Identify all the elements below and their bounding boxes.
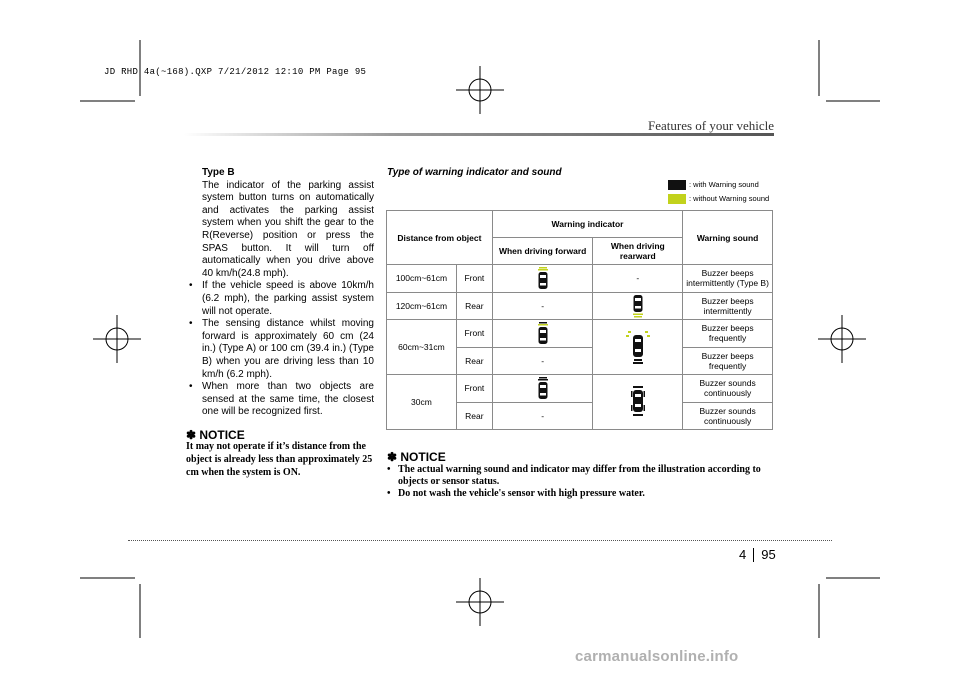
table-title: Type of warning indicator and sound — [387, 167, 562, 178]
notice-title: ✽ NOTICE — [387, 450, 446, 464]
notice-block — [387, 450, 777, 500]
cell-sound: Buzzer beeps intermittently — [683, 292, 773, 320]
cell-rearward — [593, 375, 683, 430]
cell-direction: Rear — [456, 402, 492, 430]
cell-sound: Buzzer sounds continuously — [683, 402, 773, 430]
cell-distance: 100cm~61cm — [387, 265, 457, 293]
table-row — [387, 265, 773, 293]
warning-table — [386, 210, 773, 430]
cell-forward: - — [492, 402, 593, 430]
cell-distance: 60cm~31cm — [387, 320, 457, 375]
cell-sound: Buzzer beeps frequently — [683, 320, 773, 348]
car-front-close-icon — [536, 321, 550, 345]
list-item: • If the vehicle speed is above 10km/h (6.2 mph), the parking assist system will not operate. — [189, 280, 374, 317]
legend-swatch-black — [668, 180, 686, 190]
car-front-green-icon — [536, 266, 550, 290]
car-rear-green-icon — [631, 294, 645, 318]
cell-forward — [492, 320, 593, 348]
header-indicator: Warning indicator — [492, 211, 682, 238]
header-rule — [184, 133, 774, 136]
header-sound: Warning sound — [683, 211, 773, 265]
list-item: • Do not wash the vehicle's sensor with high pressure water. — [387, 488, 645, 499]
cell-forward: - — [492, 292, 593, 320]
table-row — [387, 320, 773, 348]
legend-swatch-green — [668, 194, 686, 204]
left-column — [186, 167, 374, 479]
notice-title: ✽ NOTICE — [186, 427, 245, 442]
cell-forward — [492, 265, 593, 293]
type-b-label: Type B — [202, 167, 235, 178]
cell-distance: 30cm — [387, 375, 457, 430]
footer-divider — [128, 540, 832, 541]
notice-list — [387, 464, 777, 500]
header-rearward: When driving rearward — [593, 238, 683, 265]
cell-rearward — [593, 292, 683, 320]
cell-direction: Front — [456, 265, 492, 293]
legend — [668, 178, 769, 206]
table-row — [387, 375, 773, 403]
cell-sound: Buzzer beeps frequently — [683, 347, 773, 375]
section-title: Features of your vehicle — [648, 118, 774, 133]
legend-item-without-sound: : without Warning sound — [668, 192, 769, 205]
cell-sound: Buzzer sounds continuously — [683, 375, 773, 403]
cell-direction: Rear — [456, 347, 492, 375]
cell-rearward — [593, 320, 683, 375]
car-rear-continuous-icon — [630, 385, 646, 419]
notice-text: It may not operate if it’s distance from the object is already less than approximately 25 cm when the system is ON. — [186, 441, 373, 478]
print-slug: JD RHD 4a(~168).QXP 7/21/2012 12:10 PM Page 95 — [104, 67, 367, 77]
type-b-text: The indicator of the parking assist system button turns on automatically and activates the parking assist system when you shift the gear to the R(Reverse) position or press the SPAS button. It will turn off automatically when you drive above 40 km/h(24.8 mph). — [202, 179, 374, 279]
header-forward: When driving forward — [492, 238, 593, 265]
table-row — [387, 292, 773, 320]
list-item: • The actual warning sound and indicator may differ from the illustration according to objects or sensor status. — [387, 464, 761, 487]
cell-rearward: - — [593, 265, 683, 293]
watermark: carmanualsonline.info — [575, 648, 739, 665]
bullet-list — [186, 280, 374, 419]
legend-item-with-sound: : with Warning sound — [668, 178, 769, 191]
cell-forward — [492, 375, 593, 403]
page-number-value: 95 — [761, 547, 776, 562]
page-number — [739, 547, 776, 562]
car-front-continuous-icon — [536, 376, 550, 400]
cell-direction: Front — [456, 320, 492, 348]
cell-forward: - — [492, 347, 593, 375]
car-rear-close-icon — [625, 329, 651, 365]
list-item: • When more than two objects are sensed at the same time, the closest one will be recognized first. — [189, 381, 374, 418]
list-item: • The sensing distance whilst moving forward is approximately 60 cm (24 in.) (Type A) or 100 cm (39.4 in.) (Type B) when you are driving less than 10 km/h (6.2 mph). — [189, 318, 374, 380]
section-number: 4 — [739, 547, 747, 562]
cell-sound: Buzzer beeps intermittently (Type B) — [683, 265, 773, 293]
cell-distance: 120cm~61cm — [387, 292, 457, 320]
cell-direction: Front — [456, 375, 492, 403]
header-distance: Distance from object — [387, 211, 493, 265]
cell-direction: Rear — [456, 292, 492, 320]
page-separator — [753, 548, 754, 562]
